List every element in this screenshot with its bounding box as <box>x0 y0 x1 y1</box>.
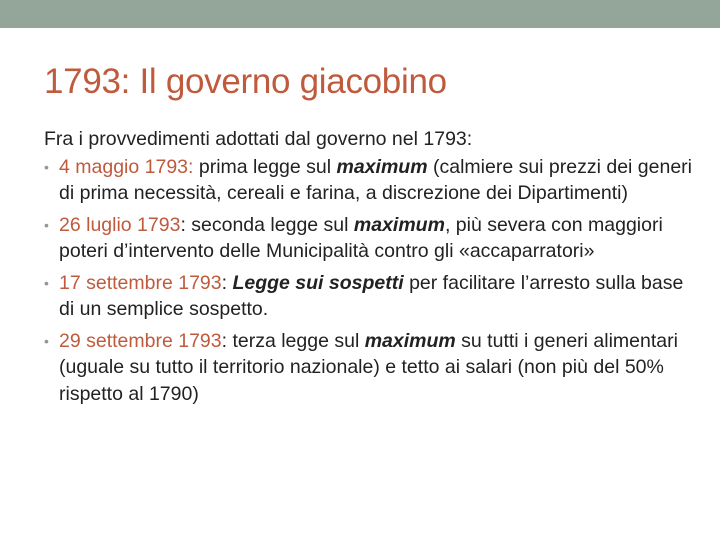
bullet-text: : terza legge sul <box>221 329 365 352</box>
bullet-item <box>44 270 694 323</box>
bullet-text: (calmiere sui prezzi dei generi di prima necessità, cereali e farina, a discrezione dei Dipartimenti) <box>59 155 693 204</box>
slide-body <box>44 126 694 412</box>
bullet-dot-icon: • <box>44 216 49 233</box>
bullet-text: : seconda legge sul <box>180 213 354 236</box>
bullet-text: prima legge sul <box>193 155 337 178</box>
bullet-item <box>44 328 694 408</box>
bullet-item <box>44 154 694 207</box>
bullet-dot-icon: • <box>44 274 49 291</box>
bullet-text: , più severa con maggiori poteri d’intervento delle Municipalità contro gli «accaparratori» <box>59 213 663 262</box>
slide-top-bar <box>0 0 720 28</box>
bullet-item <box>44 212 694 265</box>
bullet-text: su tutti i generi alimentari (uguale su tutto il territorio nazionale) e tetto ai salari (non più del 50% rispetto al 1790) <box>59 329 678 405</box>
bullet-emphasis: maximum <box>364 329 456 352</box>
bullet-date: 26 luglio 1793 <box>59 213 181 236</box>
bullet-dot-icon: • <box>44 158 49 175</box>
bullet-list <box>44 154 694 408</box>
bullet-date: 17 settembre 1793 <box>59 271 222 294</box>
slide-title: 1793: Il governo giacobino <box>44 62 447 101</box>
bullet-emphasis: maximum <box>353 213 445 236</box>
bullet-emphasis: Legge sui sospetti <box>232 271 404 294</box>
bullet-emphasis: maximum <box>336 155 428 178</box>
bullet-text: per facilitare l’arresto sulla base di un semplice sospetto. <box>59 271 684 320</box>
bullet-text: : <box>221 271 233 294</box>
bullet-date: 4 maggio 1793: <box>59 155 194 178</box>
intro-text: Fra i provvedimenti adottati dal governo nel 1793: <box>44 128 473 150</box>
bullet-dot-icon: • <box>44 332 49 349</box>
bullet-date: 29 settembre 1793 <box>59 329 222 352</box>
